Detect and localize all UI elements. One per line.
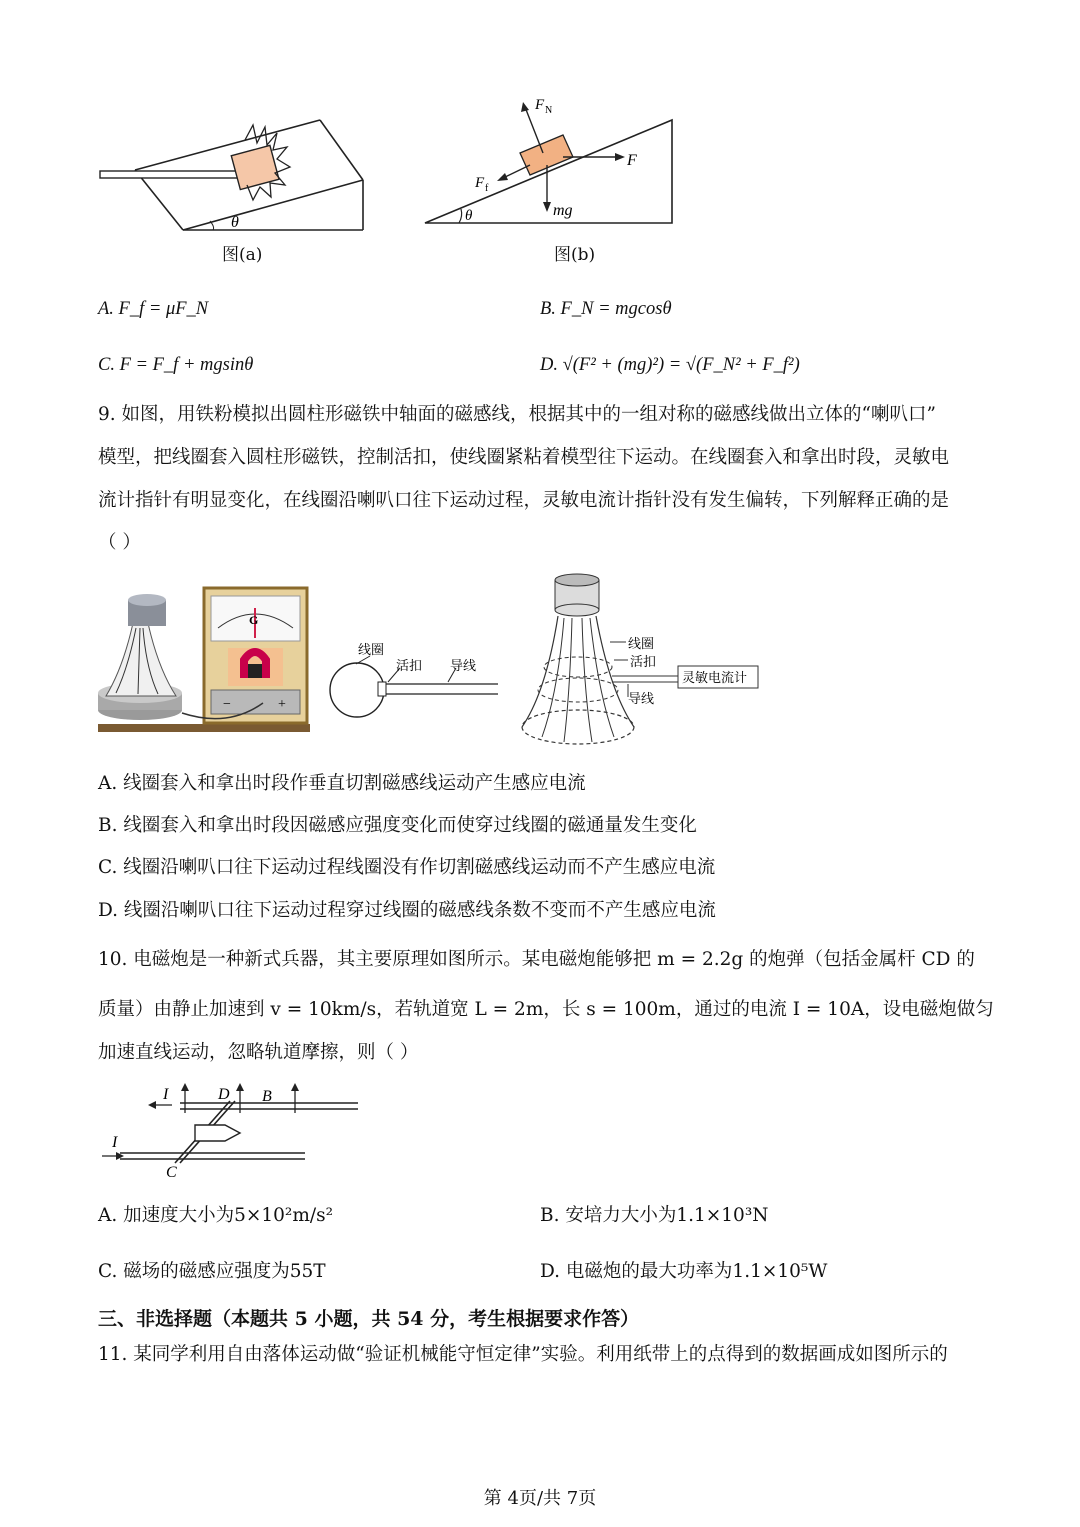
q10-label-i-top: I xyxy=(163,1086,169,1103)
meter-g-label: G xyxy=(249,613,259,627)
ff-sub: f xyxy=(485,183,489,194)
q10-line-2: 质量）由静止加速到 v = 10km/s，若轨道宽 L = 2m，长 s = 100m，通过的电流 I = 10A，设电磁炮做匀 xyxy=(98,999,994,1020)
q9-option-b: B. 线圈套入和拿出时段因磁感应强度变化而使穿过线圈的磁通量发生变化 xyxy=(98,815,697,836)
q10-line-1: 10. 电磁炮是一种新式兵器，其主要原理如图所示。某电磁炮能够把 m = 2.2g 的炮弹（包括金属杆 CD 的 xyxy=(98,949,975,970)
coil-label-2: 线圈 xyxy=(628,636,655,651)
section-3-heading: 三、非选择题（本题共 5 小题，共 54 分，考生根据要求作答） xyxy=(98,1308,640,1330)
q8-option-a: A. F_f = μF_N xyxy=(98,299,209,319)
q9-line-4: （ ） xyxy=(98,532,141,553)
q9-line-1: 9. 如图，用铁粉模拟出圆柱形磁铁中轴面的磁感线，根据其中的一组对称的磁感线做出立体的“喇叭口” xyxy=(98,404,936,425)
q10-option-d: D. 电磁炮的最大功率为1.1×10⁵W xyxy=(540,1261,828,1282)
figure-b xyxy=(425,95,685,235)
wire-label: 导线 xyxy=(450,658,477,673)
q9-line-2: 模型，把线圈套入圆柱形磁铁，控制活扣，使线圈紧粘着模型往下运动。在线圈套入和拿出时段，灵敏电 xyxy=(98,447,950,468)
q9-option-c: C. 线圈沿喇叭口往下运动过程线圈没有作切割磁感线运动而不产生感应电流 xyxy=(98,857,716,878)
ff-label: F xyxy=(475,175,485,191)
figure-a-caption: 图(a) xyxy=(222,245,263,265)
q8-option-c: C. F = F_f + mgsinθ xyxy=(98,355,254,375)
q9-line-3: 流计指针有明显变化，在线圈沿喇叭口往下运动过程，灵敏电流计指针没有发生偏转，下列解释正确的是 xyxy=(98,490,950,511)
q9-figure-apparatus xyxy=(98,578,313,738)
figure-a-theta: θ xyxy=(231,214,239,231)
figure-b-theta: θ xyxy=(465,208,473,224)
f-label: F xyxy=(627,152,637,169)
q10-line-3: 加速直线运动，忽略轨道摩擦，则（ ） xyxy=(98,1042,419,1063)
q8-option-d: D. √(F² + (mg)²) = √(F_N² + F_f²) xyxy=(540,355,800,375)
q10-label-b: B xyxy=(262,1088,272,1105)
q10-option-a: A. 加速度大小为5×10²m/s² xyxy=(98,1205,334,1226)
figure-b-caption: 图(b) xyxy=(554,245,596,265)
q9-figure-coil xyxy=(328,636,508,726)
q8-option-b: B. F_N = mgcosθ xyxy=(540,299,672,319)
svg-text:+: + xyxy=(278,697,286,712)
coil-label: 线圈 xyxy=(358,642,385,657)
meter-label: 灵敏电流计 xyxy=(682,670,748,685)
q9-option-d: D. 线圈沿喇叭口往下运动过程穿过线圈的磁感线条数不变而不产生感应电流 xyxy=(98,900,716,921)
q9-figure-horn xyxy=(518,572,768,747)
q11-line-1: 11. 某同学利用自由落体运动做“验证机械能守恒定律”实验。利用纸带上的点得到的数据画成如图所示的 xyxy=(98,1344,948,1365)
wire-label-2: 导线 xyxy=(628,691,655,706)
q10-label-i-left: I xyxy=(112,1134,118,1151)
q10-label-c: C xyxy=(166,1164,177,1181)
svg-text:−: − xyxy=(223,697,231,712)
q9-option-a: A. 线圈套入和拿出时段作垂直切割磁感线运动产生感应电流 xyxy=(98,773,586,794)
q10-option-c: C. 磁场的磁感应强度为55T xyxy=(98,1261,326,1282)
page-footer: 第 4页/共 7页 xyxy=(483,1488,597,1509)
q10-label-d: D xyxy=(218,1086,230,1103)
q10-option-b: B. 安培力大小为1.1×10³N xyxy=(540,1205,769,1226)
fn-sub: N xyxy=(545,105,553,116)
clasp-label: 活扣 xyxy=(396,658,423,673)
fn-label: F xyxy=(535,97,545,113)
clasp-label-2: 活扣 xyxy=(630,654,657,669)
q10-figure-railgun xyxy=(100,1083,365,1181)
mg-label: mg xyxy=(553,202,573,219)
